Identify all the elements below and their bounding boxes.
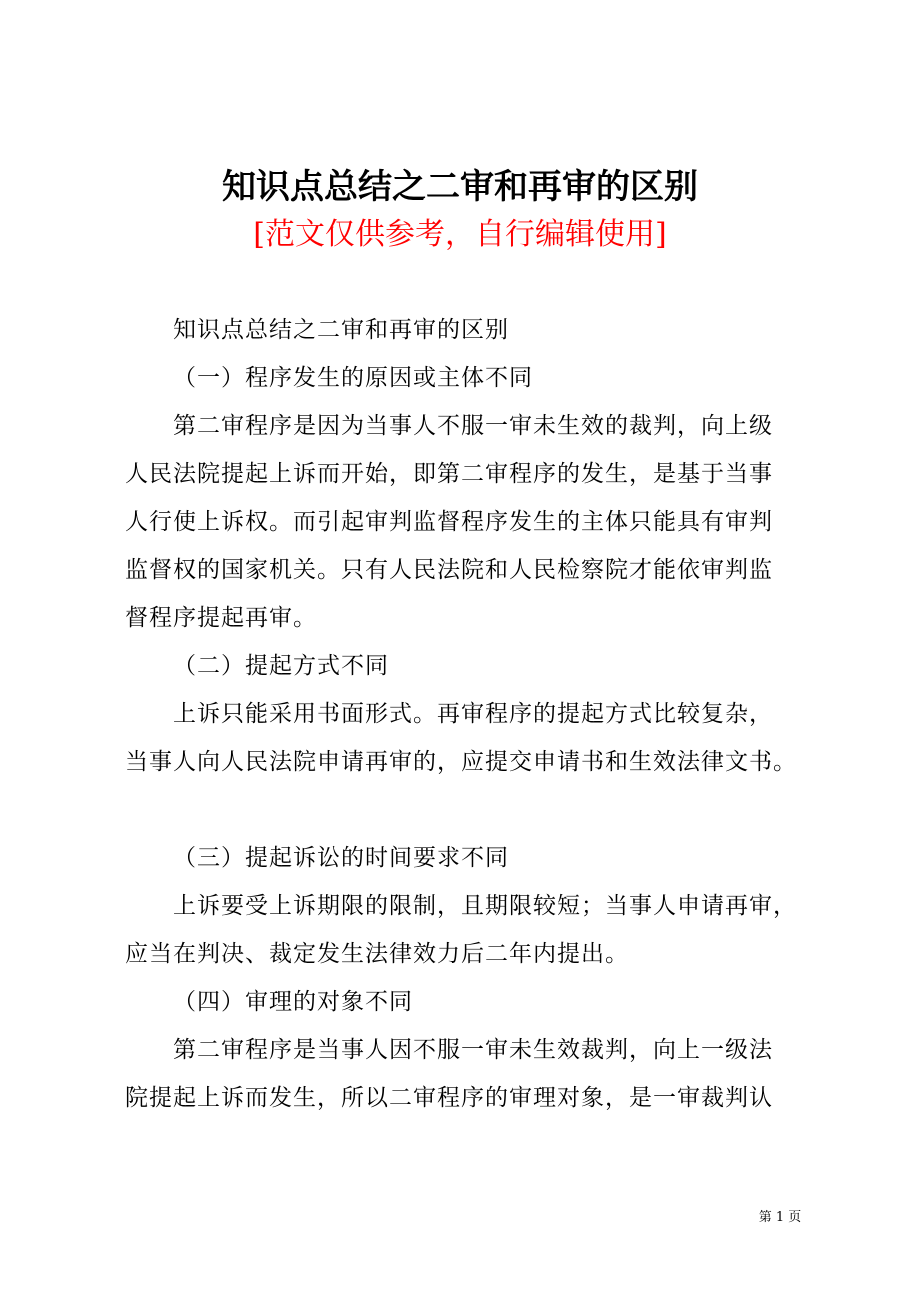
body-line: 当事人向人民法院申请再审的，应提交申请书和生效法律文书。 [125, 749, 797, 775]
body-line: 院提起上诉而发生，所以二审程序的审理对象，是一审裁判认 [125, 1085, 773, 1111]
section-heading: （四）审理的对象不同 [173, 989, 413, 1015]
document-body [125, 306, 825, 1122]
document-title: 知识点总结之二审和再审的区别 [222, 167, 698, 207]
blank-line [125, 786, 825, 834]
document-subtitle: [范文仅供参考，自行编辑使用] [253, 217, 667, 252]
body-line: 上诉要受上诉期限的限制，且期限较短；当事人申请再审， [173, 893, 797, 919]
page-number: 第 1 页 [758, 1210, 802, 1225]
body-line: 上诉只能采用书面形式。再审程序的提起方式比较复杂， [173, 701, 773, 727]
section-heading: （二）提起方式不同 [173, 653, 389, 679]
body-line: 应当在判决、裁定发生法律效力后二年内提出。 [125, 941, 629, 967]
body-line: 第二审程序是当事人因不服一审未生效裁判，向上一级法 [173, 1037, 773, 1063]
body-line: 人行使上诉权。而引起审判监督程序发生的主体只能具有审判 [125, 509, 773, 535]
body-line: 第二审程序是因为当事人不服一审未生效的裁判，向上级 [173, 413, 773, 439]
body-line: 督程序提起再审。 [125, 605, 317, 631]
section-heading: （三）提起诉讼的时间要求不同 [173, 845, 509, 871]
body-line: 监督权的国家机关。只有人民法院和人民检察院才能依审判监 [125, 557, 773, 583]
section-heading: （一）程序发生的原因或主体不同 [173, 365, 533, 391]
body-line: 人民法院提起上诉而开始，即第二审程序的发生，是基于当事 [125, 461, 773, 487]
body-line: 知识点总结之二审和再审的区别 [173, 317, 509, 343]
